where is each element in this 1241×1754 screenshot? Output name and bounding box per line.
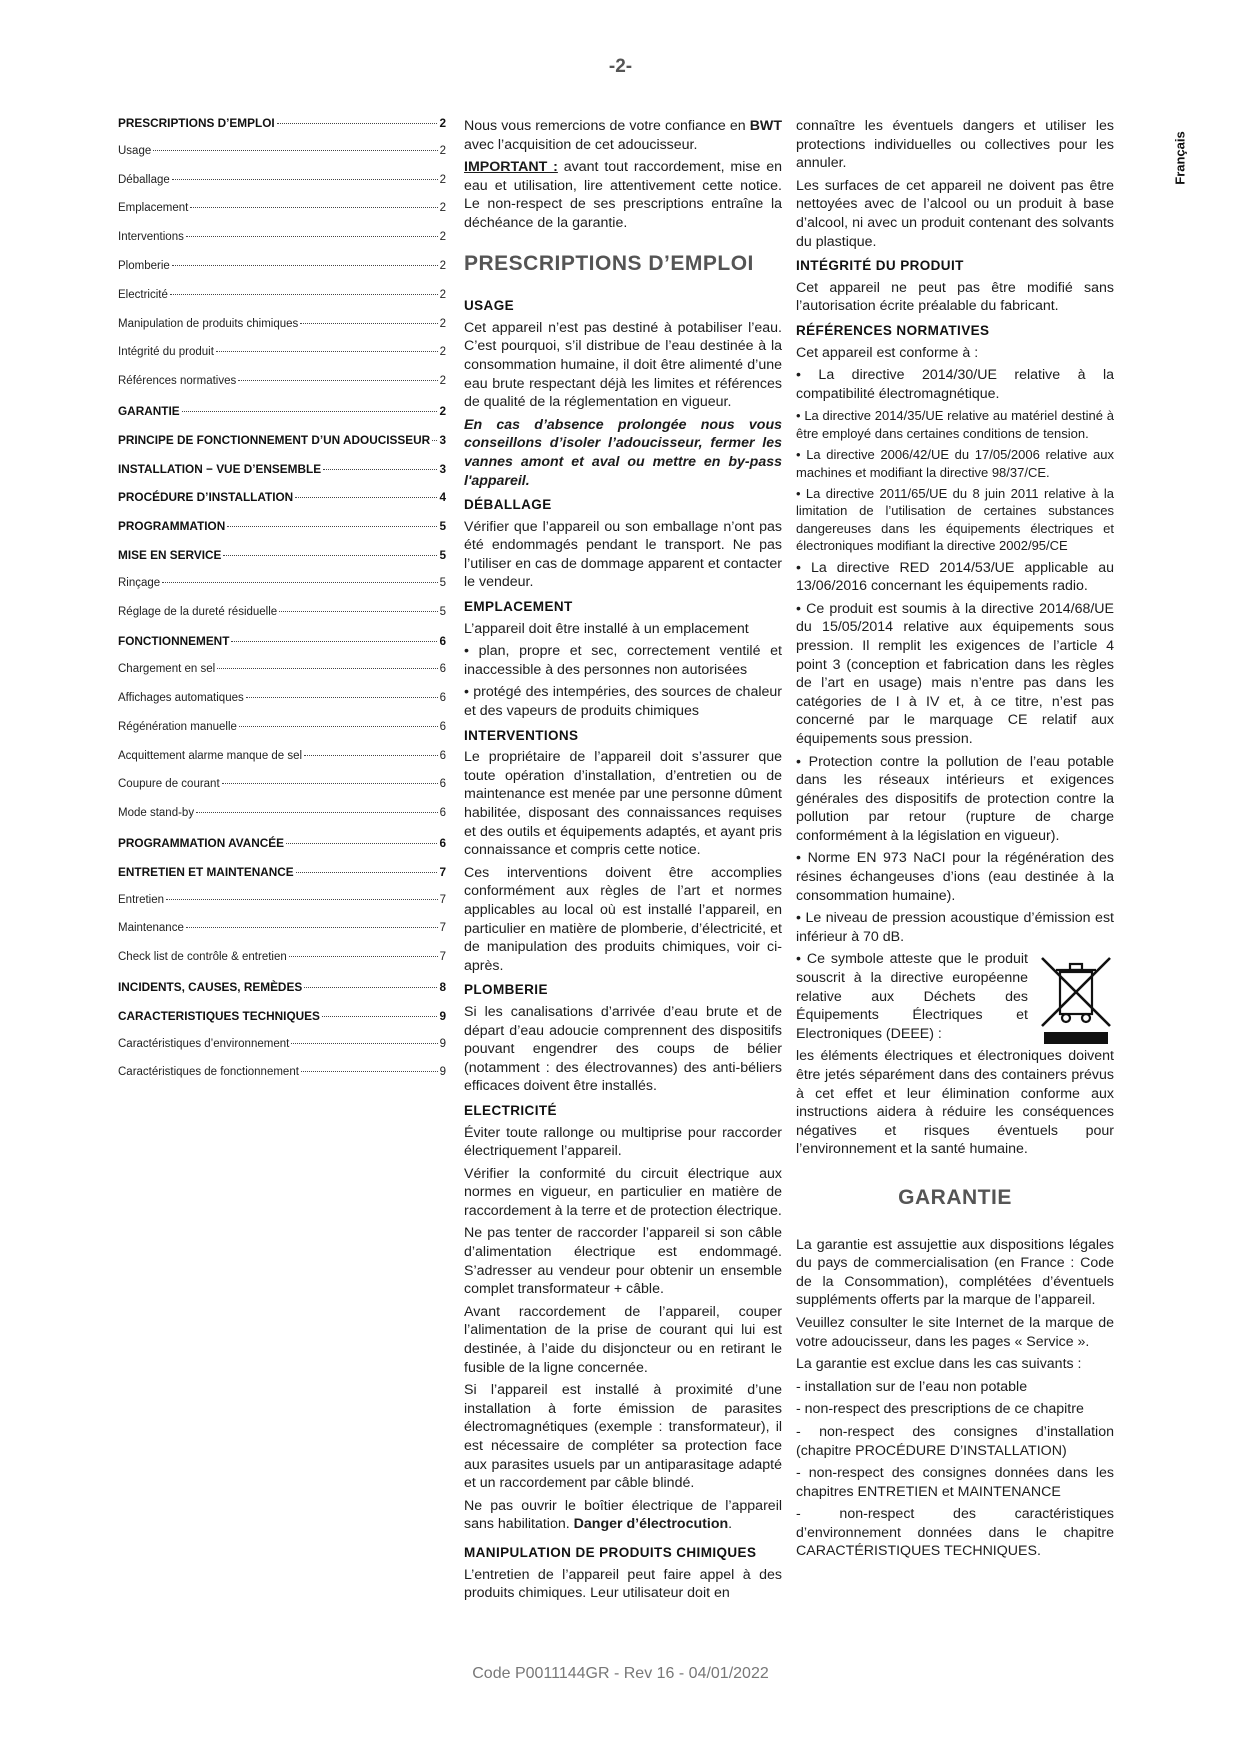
toc-entry-title: Affichages automatiques: [118, 691, 244, 704]
toc-entry-page: 2: [439, 346, 446, 359]
toc-leader-dots: [153, 150, 437, 151]
language-label: Français: [1172, 131, 1188, 185]
toc-leader-dots: [227, 526, 437, 527]
toc-leader-dots: [432, 440, 437, 441]
manipulation-text: L’entretien de l’appareil peut faire appel à des produits chimiques. Leur utilisateur doit en: [464, 1566, 782, 1602]
toc-entry[interactable]: [118, 260, 446, 289]
emplacement-bullet: • protégé des intempéries, des sources de chaleur et des vapeurs de produits chimiques: [464, 684, 782, 720]
toc-leader-dots: [231, 641, 437, 642]
toc-entry[interactable]: [118, 807, 446, 836]
footer-code: Code P0011144GR - Rev 16 - 04/01/2022: [472, 1665, 769, 1682]
toc-entry[interactable]: [118, 462, 446, 491]
toc-entry-title: FONCTIONNEMENT: [118, 634, 230, 649]
toc-entry[interactable]: [118, 145, 446, 174]
toc-entry-title: PROCÉDURE D’INSTALLATION: [118, 490, 294, 505]
garantie-text: La garantie est assujettie aux dispositions légales du pays de commercialisation (en France : Code de la Consommation), complétées d’éventuels suppléments offerts par la marque de l’appareil.: [796, 1236, 1114, 1309]
toc-leader-dots: [186, 927, 438, 928]
toc-entry[interactable]: [118, 375, 446, 404]
toc-entry-page: 2: [439, 202, 446, 215]
toc-entry-page: 2: [439, 288, 446, 301]
toc-entry-page: 6: [439, 663, 446, 676]
heading-references: RÉFÉRENCES NORMATIVES: [796, 322, 990, 338]
toc-leader-dots: [162, 582, 437, 583]
heading-deballage: DÉBALLAGE: [464, 497, 552, 513]
toc-leader-dots: [300, 323, 437, 324]
toc-entry[interactable]: [118, 865, 446, 894]
reference-bullet: • Norme EN 973 NaCI pour la régénération des résines échangeuses d’ions (eau destinée à la consommation humaine).: [796, 850, 1114, 904]
toc-entry-page: 2: [439, 116, 446, 130]
toc-entry-title: Acquittement alarme manque de sel: [118, 749, 303, 762]
toc-entry[interactable]: [118, 980, 446, 1009]
toc-leader-dots: [304, 755, 437, 756]
usage-text: Cet appareil n’est pas destiné à potabiliser l’eau. C’est pourquoi, s’il distribue de l’eau destinée à la consommation humaine, il doit être alimenté d’une eau brute respectant déjà les limites et références de qualité de la réglementation en vigueur.: [464, 319, 782, 411]
electricite-text: Avant raccordement de l’appareil, couper l’alimentation de la prise de courant qui lui est destinée, à l’aide du disjoncteur ou en retirant le fusible de la ligne concernée.: [464, 1303, 782, 1376]
weee-bin-icon: [1038, 952, 1114, 1044]
garantie-bullet: - non-respect des prescriptions de ce chapitre: [796, 1401, 1084, 1418]
toc-entry-page: 6: [439, 807, 446, 820]
toc-entry-title: Chargement en sel: [118, 663, 216, 676]
toc-entry-page: 5: [439, 519, 446, 534]
toc-entry-page: 5: [439, 576, 446, 589]
reference-bullet: • La directive 2014/35/UE relative au matériel destiné à être employé dans certaines conditions de tension.: [796, 408, 1114, 441]
toc-entry-title: Rinçage: [118, 576, 161, 589]
deballage-text: Vérifier que l’appareil ou son emballage n’ont pas été endommagés pendant le transport. Ne pas l’utiliser en cas de dommage apparent et contacter le vendeur.: [464, 518, 782, 591]
toc-entry-page: 6: [439, 835, 446, 850]
toc-entry-page: 6: [439, 749, 446, 762]
weee-block: [796, 950, 1114, 1043]
surfaces-text: Les surfaces de cet appareil ne doivent pas être nettoyées avec de l’alcool ou un produit à base d’alcool, ni avec un produit contenant des solvants du plastique.: [796, 177, 1114, 250]
toc-entry-title: PRESCRIPTIONS D’EMPLOI: [118, 116, 275, 130]
toc-entry-title: ENTRETIEN ET MAINTENANCE: [118, 864, 294, 879]
toc-entry-page: 6: [439, 778, 446, 791]
electricite-text: Ne pas tenter de raccorder l’appareil si son câble d’alimentation électrique est endommagé. S’adresser au vendeur pour obtenir un ensemble complet transformateur + câble.: [464, 1225, 782, 1298]
toc-entry-page: 2: [439, 173, 446, 186]
toc-entry[interactable]: [118, 289, 446, 318]
toc-entry-title: Caractéristiques d’environnement: [118, 1037, 290, 1050]
weee-text: • Ce symbole atteste que le produit souscrit à la directive européenne relative aux Déchets des Équipements Électriques et Electroniques (DEEE) :: [796, 951, 1028, 1042]
reference-bullet: • La directive 2011/65/UE du 8 juin 2011 relative à la limitation de l’utilisation de certaines substances dangereuses dans les équipements électriques et électroniques modifiant la directive 2002/95/CE: [796, 485, 1114, 554]
toc-entry-page: 5: [439, 547, 446, 562]
toc-entry[interactable]: [118, 1038, 446, 1067]
page-number: -2-: [608, 56, 633, 77]
toc-entry[interactable]: [118, 922, 446, 951]
electricite-text: Éviter toute rallonge ou multiprise pour raccorder électriquement l’appareil.: [464, 1124, 782, 1160]
toc-entry-page: 2: [439, 317, 446, 330]
toc-leader-dots: [182, 411, 438, 412]
toc-leader-dots: [170, 294, 438, 295]
toc-entry[interactable]: [118, 750, 446, 779]
toc-entry-title: INSTALLATION − VUE D’ENSEMBLE: [118, 461, 322, 476]
references-intro: Cet appareil est conforme à :: [796, 344, 979, 361]
usage-warning: En cas d’absence prolongée nous vous conseillons d’isoler l’adoucisseur, fermer les vannes amont et aval ou mettre en by-pass l'appareil.: [464, 416, 782, 489]
toc-entry-page: 9: [439, 1066, 446, 1079]
toc-entry[interactable]: [118, 433, 446, 462]
weee-text-continued: les éléments électriques et électroniques doivent être jetés séparément dans des containers prévus à cet effet et leur élimination conforme aux instructions aidera à réduire les conséquences négatives et risques éventuels pour l’environnement et la santé humaine.: [796, 1048, 1114, 1158]
toc-entry[interactable]: [118, 663, 446, 692]
toc-entry[interactable]: [118, 202, 446, 231]
garantie-bullet: - non-respect des consignes données dans les chapitres ENTRETIEN et MAINTENANCE: [796, 1465, 1114, 1500]
toc-entry-title: Entretien: [118, 893, 165, 906]
toc-entry[interactable]: [118, 404, 446, 433]
toc-entry-page: 2: [439, 259, 446, 272]
toc-entry[interactable]: [118, 318, 446, 347]
toc-entry-page: 8: [439, 979, 446, 994]
important-label: IMPORTANT :: [464, 159, 558, 176]
toc-entry-title: Check list de contrôle & entretien: [118, 951, 287, 964]
section-title-garantie: GARANTIE: [898, 1185, 1012, 1209]
toc-entry[interactable]: [118, 778, 446, 807]
toc-leader-dots: [296, 872, 438, 873]
toc-entry-title: Déballage: [118, 173, 170, 186]
reference-bullet: • Le niveau de pression acoustique d’émission est inférieur à 70 dB.: [796, 910, 1114, 945]
toc-entry[interactable]: [118, 548, 446, 577]
interventions-text: Ces interventions doivent être accomplies conformément aux règles de l’art et normes applicables au local où est installé l’appareil, en particulier en matière de plomberie, d’électricité, et de manipulation des produits chimiques, voir ci-après.: [464, 864, 782, 974]
table-of-contents: [118, 116, 446, 1095]
toc-leader-dots: [223, 555, 437, 556]
heading-manipulation: MANIPULATION DE PRODUITS CHIMIQUES: [464, 1544, 757, 1560]
toc-leader-dots: [286, 843, 437, 844]
toc-entry-title: Manipulation de produits chimiques: [118, 317, 299, 330]
toc-entry-page: 6: [439, 720, 446, 733]
toc-leader-dots: [172, 179, 438, 180]
toc-entry-page: 9: [439, 1008, 446, 1023]
toc-entry-page: 2: [439, 231, 446, 244]
toc-entry-page: 4: [439, 490, 446, 505]
toc-entry-title: Régénération manuelle: [118, 720, 237, 733]
toc-entry-page: 3: [439, 432, 446, 447]
toc-entry-title: Usage: [118, 144, 152, 157]
toc-entry[interactable]: [118, 231, 446, 260]
toc-leader-dots: [246, 697, 438, 698]
toc-entry-title: PROGRAMMATION AVANCÉE: [118, 835, 285, 850]
important-paragraph: IMPORTANT : avant tout raccordement, mise en eau et utilisation, lire attentivement cette notice. Le non-respect de ses prescriptions entraîne la déchéance de la garantie.: [464, 159, 782, 231]
reference-bullet: • La directive RED 2014/53/UE applicable au 13/06/2016 concernant les équipements radio.: [796, 559, 1114, 595]
heading-integrite: INTÉGRITÉ DU PRODUIT: [796, 258, 964, 274]
interventions-text: Le propriétaire de l’appareil doit s’assurer que toute opération d’installation, d’entretien ou de maintenance est menée par une personne dûment habilitée, disposant des connaissances requises et des outils et équipements adaptés, et ayant pris connaissance et compris cette notice.: [464, 749, 782, 859]
toc-entry-title: Mode stand-by: [118, 807, 195, 820]
toc-leader-dots: [238, 380, 437, 381]
manipulation-text-continued: connaître les éventuels dangers et utiliser les protections individuelles ou collectives pour les annuler.: [796, 118, 1114, 172]
toc-entry-title: Electricité: [118, 288, 168, 301]
heading-usage: USAGE: [464, 298, 515, 314]
toc-entry-title: Caractéristiques de fonctionnement: [118, 1066, 299, 1079]
toc-entry-title: Emplacement: [118, 202, 189, 215]
toc-entry-page: 2: [439, 375, 446, 388]
heading-electricite: ELECTRICITÉ: [464, 1102, 557, 1118]
electricite-text: Si l’appareil est installé à proximité d’une installation à forte émission de parasites électromagnétiques (exemple : transformateur), il est nécessaire de compléter sa protection face aux parasites usuels par un antiparasitage adapté et un raccordement par câble blindé.: [464, 1382, 782, 1492]
toc-leader-dots: [301, 1071, 438, 1072]
toc-leader-dots: [222, 783, 438, 784]
toc-entry[interactable]: [118, 519, 446, 548]
toc-leader-dots: [323, 469, 437, 470]
toc-entry[interactable]: [118, 577, 446, 606]
heading-emplacement: EMPLACEMENT: [464, 599, 573, 615]
plomberie-text: Si les canalisations d’arrivée d’eau brute et de départ d’eau adoucie comprennent des dispositifs pouvant engendrer des coups de bélier (notamment : des électrovannes) des anti-béliers efficaces doivent être installés.: [464, 1003, 782, 1095]
electricite-text: Vérifier la conformité du circuit électrique aux normes en vigueur, en particulier en matière de raccordement à la terre et de protection électrique.: [464, 1165, 782, 1219]
toc-entry-page: 3: [439, 461, 446, 476]
toc-leader-dots: [216, 351, 438, 352]
toc-entry-title: Intégrité du produit: [118, 346, 214, 359]
garantie-text: Veuillez consulter le site Internet de la marque de votre adoucisseur, dans les pages « Service ».: [796, 1314, 1114, 1350]
heading-interventions: INTERVENTIONS: [464, 727, 579, 743]
toc-leader-dots: [190, 207, 437, 208]
toc-entry[interactable]: [118, 606, 446, 635]
toc-leader-dots: [277, 123, 438, 124]
toc-leader-dots: [196, 812, 438, 813]
toc-entry[interactable]: [118, 116, 446, 145]
toc-entry-page: 7: [439, 922, 446, 935]
toc-entry-page: 7: [439, 893, 446, 906]
toc-entry[interactable]: [118, 836, 446, 865]
toc-entry[interactable]: [118, 1009, 446, 1038]
toc-entry[interactable]: [118, 894, 446, 923]
toc-entry-title: Réglage de la dureté résiduelle: [118, 605, 278, 618]
toc-entry-page: 5: [439, 605, 446, 618]
electricite-danger: Ne pas ouvrir le boîtier électrique de l’appareil sans habilitation. Danger d’électrocution.: [464, 1497, 782, 1533]
garantie-bullet: - non-respect des consignes d’installation (chapitre PROCÉDURE D’INSTALLATION): [796, 1423, 1114, 1459]
integrite-text: Cet appareil ne peut pas être modifié sans l’autorisation écrite préalable du fabricant.: [796, 279, 1114, 315]
garantie-text: La garantie est exclue dans les cas suivants :: [796, 1356, 1082, 1373]
toc-entry-title: Coupure de courant: [118, 778, 220, 791]
toc-leader-dots: [166, 899, 438, 900]
toc-entry[interactable]: [118, 490, 446, 519]
reference-bullet: • Protection contre la pollution de l’eau potable dans les réseaux intérieurs et exigences générales des dispositifs de protection contre la pollution par retour (rupture de charge conformément à la législation en vigueur).: [796, 753, 1114, 844]
toc-entry[interactable]: [118, 174, 446, 203]
toc-entry-title: PROGRAMMATION: [118, 519, 226, 534]
toc-entry[interactable]: [118, 634, 446, 663]
toc-entry-page: 2: [439, 144, 446, 157]
heading-plomberie: PLOMBERIE: [464, 982, 548, 998]
toc-leader-dots: [289, 956, 438, 957]
toc-leader-dots: [322, 1016, 438, 1017]
section-title-prescriptions: PRESCRIPTIONS D’EMPLOI: [464, 251, 754, 275]
toc-leader-dots: [172, 265, 438, 266]
toc-entry-page: 7: [439, 864, 446, 879]
intro-paragraph: Nous vous remercions de votre confiance en BWT avec l’acquisition de cet adoucisseur.: [464, 118, 782, 153]
toc-entry-title: Références normatives: [118, 375, 237, 388]
toc-entry[interactable]: [118, 951, 446, 980]
toc-entry-page: 9: [439, 1037, 446, 1050]
toc-leader-dots: [295, 497, 437, 498]
toc-entry-title: INCIDENTS, CAUSES, REMÈDES: [118, 979, 303, 994]
toc-entry-title: Interventions: [118, 231, 184, 244]
toc-entry-title: Plomberie: [118, 259, 170, 272]
toc-entry-page: 7: [439, 951, 446, 964]
emplacement-bullet: • plan, propre et sec, correctement ventilé et inaccessible à des personnes non autorisées: [464, 643, 782, 678]
text-column-2: [796, 117, 1114, 1565]
toc-leader-dots: [279, 611, 437, 612]
toc-entry-page: 6: [439, 691, 446, 704]
garantie-bullet: - non-respect des caractéristiques d’environnement données dans le chapitre CARACTÉRISTIQUES TECHNIQUES.: [796, 1506, 1114, 1560]
toc-entry[interactable]: [118, 721, 446, 750]
reference-bullet: • Ce produit est soumis à la directive 2014/68/UE du 15/05/2014 relative aux équipements sous pression. Il remplit les exigences de l’article 4 point 3 (conception et fabrication dans les règles de l’art en usage) mais n’entre pas dans les catégories de I à IV et, à ce titre, n’est pas concerné par le marquage CE relatif aux équipements sous pression.: [796, 600, 1114, 747]
toc-leader-dots: [186, 236, 438, 237]
garantie-bullet: - installation sur de l’eau non potable: [796, 1378, 1028, 1395]
toc-entry[interactable]: [118, 692, 446, 721]
toc-entry-page: 2: [439, 403, 446, 418]
toc-entry-title: Maintenance: [118, 922, 184, 935]
toc-leader-dots: [291, 1043, 437, 1044]
toc-entry-title: MISE EN SERVICE: [118, 547, 222, 562]
toc-leader-dots: [217, 668, 437, 669]
reference-bullet: • La directive 2006/42/UE du 17/05/2006 relative aux machines et modifiant la directive 98/37/CE.: [796, 447, 1114, 480]
toc-leader-dots: [304, 987, 437, 988]
toc-entry-title: GARANTIE: [118, 403, 180, 418]
language-tab: [1168, 118, 1192, 198]
toc-entry[interactable]: [118, 1066, 446, 1095]
toc-entry-title: CARACTERISTIQUES TECHNIQUES: [118, 1008, 320, 1023]
toc-entry[interactable]: [118, 346, 446, 375]
reference-bullet: • La directive 2014/30/UE relative à la compatibilité électromagnétique.: [796, 367, 1114, 402]
toc-leader-dots: [239, 726, 438, 727]
toc-entry-title: PRINCIPE DE FONCTIONNEMENT D’UN ADOUCISSEUR: [118, 432, 431, 447]
toc-entry-page: 6: [439, 634, 446, 649]
emplacement-text: L’appareil doit être installé à un emplacement: [464, 620, 749, 637]
text-column-1: [464, 117, 782, 1607]
brand-name: BWT: [749, 118, 782, 134]
